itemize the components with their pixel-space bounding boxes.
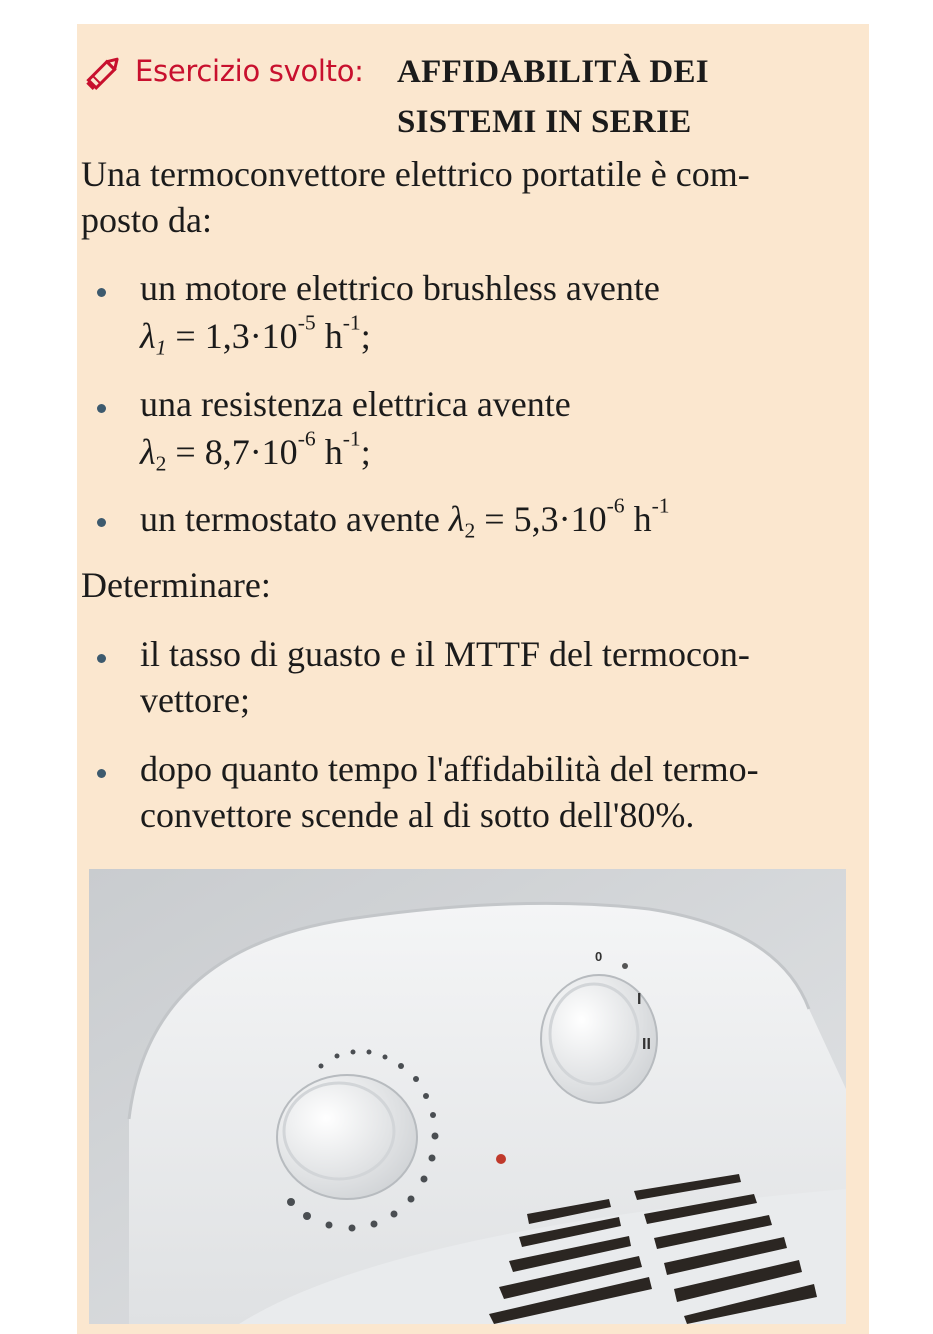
intro-line1: Una termoconvettore elettrico portatile è com-	[81, 154, 750, 194]
component-3-text: un termostato avente	[140, 499, 449, 539]
bullet-dot	[97, 769, 106, 778]
lambda-subscript: 2	[155, 451, 167, 476]
unit-exponent: -1	[342, 310, 361, 335]
formula-exponent: -6	[606, 493, 625, 518]
fan-heater-photo	[89, 869, 846, 1324]
formula-exponent: -6	[297, 426, 316, 451]
formula-unit: h	[624, 499, 652, 539]
component-3-line	[140, 493, 670, 543]
lambda-subscript: 2	[464, 518, 476, 543]
exercise-label: Esercizio svolto:	[135, 54, 364, 88]
dial-mark-1: I	[637, 991, 642, 1008]
task-2-line1: dopo quanto tempo l'affidabilità del termo-	[140, 749, 759, 789]
formula-unit: h	[315, 432, 343, 472]
bullet-dot	[97, 288, 106, 297]
dial-mark-0: 0	[595, 949, 603, 964]
formula-value: = 8,7·10	[166, 432, 298, 472]
formula-exponent: -5	[297, 310, 316, 335]
formula-value: = 5,3·10	[475, 499, 607, 539]
task-2-line2: convettore scende al di sotto dell'80%.	[140, 795, 695, 835]
lambda-subscript: 1	[155, 335, 167, 360]
unit-exponent: -1	[342, 426, 361, 451]
task-heading: Determinare:	[81, 565, 271, 605]
exercise-title-line2: SISTEMI IN SERIE	[397, 104, 692, 140]
bullet-dot	[97, 518, 106, 527]
lambda-symbol: λ	[140, 316, 156, 356]
dial-mark-2: II	[642, 1036, 651, 1053]
formula-end: ;	[360, 432, 371, 472]
bullet-dot	[97, 404, 106, 413]
task-1-line1: il tasso di guasto e il MTTF del termocon-	[140, 634, 750, 674]
lambda-symbol: λ	[448, 499, 465, 539]
exercise-panel	[77, 24, 869, 1334]
intro-line2: posto da:	[81, 200, 212, 240]
pencil-icon	[83, 52, 125, 94]
fan-heater-illustration	[89, 869, 846, 1324]
unit-exponent: -1	[651, 493, 670, 518]
task-1-line2: vettore;	[140, 680, 250, 720]
exercise-title-line1: AFFIDABILITÀ DEI	[397, 54, 709, 90]
component-1-text: un motore elettrico brushless avente	[140, 268, 660, 308]
formula-unit: h	[315, 316, 343, 356]
component-2-text: una resistenza elettrica avente	[140, 384, 571, 424]
component-2-formula	[140, 426, 371, 476]
component-1-formula	[140, 310, 371, 360]
bullet-dot	[97, 654, 106, 663]
exercise-header	[77, 40, 869, 150]
lambda-symbol: λ	[140, 432, 156, 472]
formula-end: ;	[360, 316, 371, 356]
formula-value: = 1,3·10	[166, 316, 298, 356]
